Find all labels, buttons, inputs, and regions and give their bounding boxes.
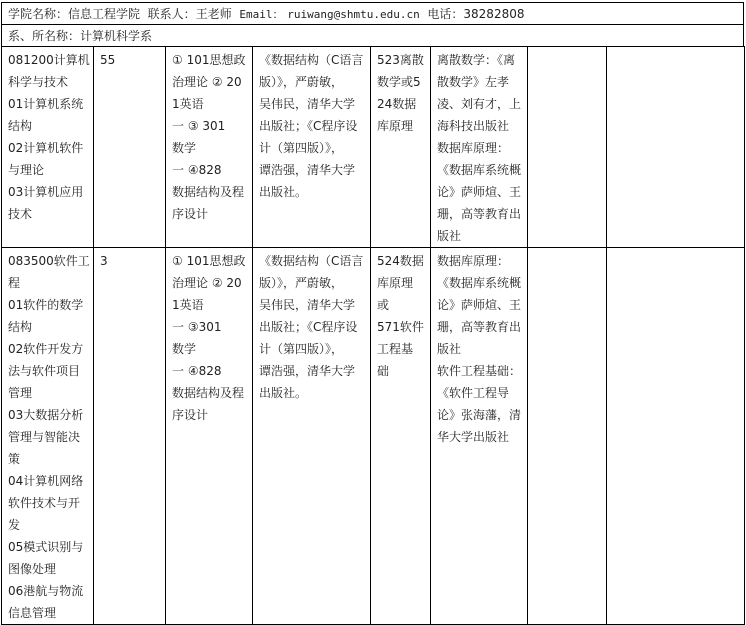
phone-label: 电话： bbox=[427, 7, 464, 21]
cell-line: 珊，高等教育出 bbox=[437, 207, 522, 221]
exam-subjects-cell bbox=[166, 248, 253, 625]
table-row bbox=[2, 248, 745, 625]
cell-line: 发 bbox=[8, 518, 21, 532]
cell-line: ① 101思想政 bbox=[172, 53, 246, 67]
cell-line: 治理论 ② 20 bbox=[172, 75, 242, 89]
dept-label: 系、所名称： bbox=[8, 29, 81, 43]
table-row bbox=[2, 47, 745, 248]
cell-line: 谭浩强，清华大学 bbox=[259, 163, 356, 177]
cell-line: 数学 bbox=[172, 342, 197, 356]
email-label: Email： bbox=[239, 8, 284, 21]
cell-line: 论》萨师煊、王 bbox=[437, 298, 522, 312]
cell-line: 571软件 bbox=[377, 320, 424, 334]
cell-line: 或 bbox=[377, 298, 390, 312]
school-info-row bbox=[1, 2, 744, 24]
cell-line: 管理与智能决 bbox=[8, 430, 81, 444]
cell-line: 01软件的数学 bbox=[8, 298, 84, 312]
cell-line: 版社 bbox=[437, 342, 462, 356]
cell-line: 版）》，严蔚敏， bbox=[259, 276, 344, 290]
major-cell bbox=[2, 47, 94, 248]
cell-line: 数据结构及程 bbox=[172, 386, 245, 400]
phone-value: 38282808 bbox=[463, 7, 525, 21]
cell-line: 珊，高等教育出 bbox=[437, 320, 522, 334]
cell-line: 技术 bbox=[8, 207, 33, 221]
cell-line: 策 bbox=[8, 452, 21, 466]
cell-line: 数学 bbox=[172, 141, 197, 155]
references-cell bbox=[253, 248, 371, 625]
enrollment-cell bbox=[94, 248, 166, 625]
cell-line: 谭浩强，清华大学 bbox=[259, 364, 356, 378]
cell-line: 1英语 bbox=[172, 97, 204, 111]
cell-line: 计（第四版）》， bbox=[259, 141, 344, 155]
retest-subject-cell bbox=[371, 47, 431, 248]
school-name: 信息工程学院 bbox=[68, 7, 141, 21]
department-row bbox=[1, 24, 744, 47]
cell-line: 24数据 bbox=[377, 97, 417, 111]
cell-line: 结构 bbox=[8, 119, 33, 133]
references-cell bbox=[253, 47, 371, 248]
cell-line: 结构 bbox=[8, 320, 33, 334]
cell-line: 凌、刘有才，上 bbox=[437, 97, 522, 111]
cell-line: 序设计 bbox=[172, 207, 209, 221]
cell-line: 02计算机软件 bbox=[8, 141, 84, 155]
cell-line: 一 ③301 bbox=[172, 320, 222, 334]
cell-line: 04计算机网络 bbox=[8, 474, 84, 488]
empty-cell bbox=[607, 47, 745, 248]
cell-line: 管理 bbox=[8, 386, 33, 400]
retest-subject-cell bbox=[371, 248, 431, 625]
empty-cell bbox=[607, 248, 745, 625]
cell-line: 一 ④828 bbox=[172, 163, 222, 177]
cell-line: 1英语 bbox=[172, 298, 204, 312]
cell-line: 础 bbox=[377, 364, 390, 378]
exam-subjects-cell bbox=[166, 47, 253, 248]
cell-line: 出版社。 bbox=[259, 386, 308, 400]
cell-line: 论》萨师煊、王 bbox=[437, 185, 522, 199]
cell-line: 数据库原理： bbox=[437, 254, 510, 268]
cell-line: 软件技术与开 bbox=[8, 496, 81, 510]
cell-line: 治理论 ② 20 bbox=[172, 276, 242, 290]
enrollment-value: 3 bbox=[100, 254, 108, 268]
retest-references-cell bbox=[431, 47, 528, 248]
cell-line: 散数学》左孝 bbox=[437, 75, 510, 89]
cell-line: 科学与技术 bbox=[8, 75, 69, 89]
cell-line: 与理论 bbox=[8, 163, 45, 177]
cell-line: 华大学出版社 bbox=[437, 430, 510, 444]
cell-line: 吴伟民，清华大学 bbox=[259, 97, 356, 111]
cell-line: 序设计 bbox=[172, 408, 209, 422]
cell-line: 03计算机应用 bbox=[8, 185, 84, 199]
cell-line: 02软件开发方 bbox=[8, 342, 84, 356]
cell-line: 图像处理 bbox=[8, 562, 57, 576]
cell-line: 一 ③ 301 bbox=[172, 119, 226, 133]
cell-line: 《数据库系统概 bbox=[437, 163, 522, 177]
cell-line: 离散数学：《离 bbox=[437, 53, 516, 67]
empty-cell bbox=[528, 248, 607, 625]
cell-line: 081200计算机 bbox=[8, 53, 90, 67]
cell-line: 一 ④828 bbox=[172, 364, 222, 378]
cell-line: 数学或5 bbox=[377, 75, 421, 89]
cell-line: 05模式识别与 bbox=[8, 540, 84, 554]
cell-line: 软件工程基础： bbox=[437, 364, 522, 378]
cell-line: 数据结构及程 bbox=[172, 185, 245, 199]
cell-line: 法与软件项目 bbox=[8, 364, 81, 378]
contact-label: 联系人： bbox=[147, 7, 196, 21]
cell-line: 库原理 bbox=[377, 119, 414, 133]
cell-line: 计（第四版）》， bbox=[259, 342, 344, 356]
cell-line: 《数据库系统概 bbox=[437, 276, 522, 290]
cell-line: 吴伟民，清华大学 bbox=[259, 298, 356, 312]
cell-line: 01计算机系统 bbox=[8, 97, 84, 111]
enrollment-cell bbox=[94, 47, 166, 248]
cell-line: 《数据结构（C语言 bbox=[259, 53, 364, 67]
cell-line: 03大数据分析 bbox=[8, 408, 84, 422]
cell-line: 出版社。 bbox=[259, 185, 308, 199]
cell-line: 程 bbox=[8, 276, 21, 290]
cell-line: 信息管理 bbox=[8, 606, 57, 620]
cell-line: 数据库原理： bbox=[437, 141, 510, 155]
retest-references-cell bbox=[431, 248, 528, 625]
cell-line: 出版社；《C程序设 bbox=[259, 320, 358, 334]
major-cell bbox=[2, 248, 94, 625]
cell-line: ① 101思想政 bbox=[172, 254, 246, 268]
cell-line: 库原理 bbox=[377, 276, 414, 290]
school-label: 学院名称： bbox=[8, 7, 69, 21]
cell-line: 出版社；《C程序设 bbox=[259, 119, 358, 133]
cell-line: 工程基 bbox=[377, 342, 414, 356]
cell-line: 版社 bbox=[437, 229, 462, 243]
cell-line: 524数据 bbox=[377, 254, 424, 268]
empty-cell bbox=[528, 47, 607, 248]
cell-line: 海科技出版社 bbox=[437, 119, 510, 133]
cell-line: 523离散 bbox=[377, 53, 424, 67]
enrollment-value: 55 bbox=[100, 53, 116, 67]
cell-line: 论》张海藩，清 bbox=[437, 408, 522, 422]
email-value: ruiwang@shmtu.edu.cn bbox=[287, 8, 420, 21]
cell-line: 《软件工程导 bbox=[437, 386, 510, 400]
cell-line: 版）》，严蔚敏， bbox=[259, 75, 344, 89]
contact-name: 王老师 bbox=[195, 7, 232, 21]
cell-line: 06港航与物流 bbox=[8, 584, 84, 598]
majors-table bbox=[1, 46, 745, 625]
dept-name: 计算机科学系 bbox=[80, 29, 153, 43]
cell-line: 《数据结构（C语言 bbox=[259, 254, 364, 268]
cell-line: 083500软件工 bbox=[8, 254, 90, 268]
